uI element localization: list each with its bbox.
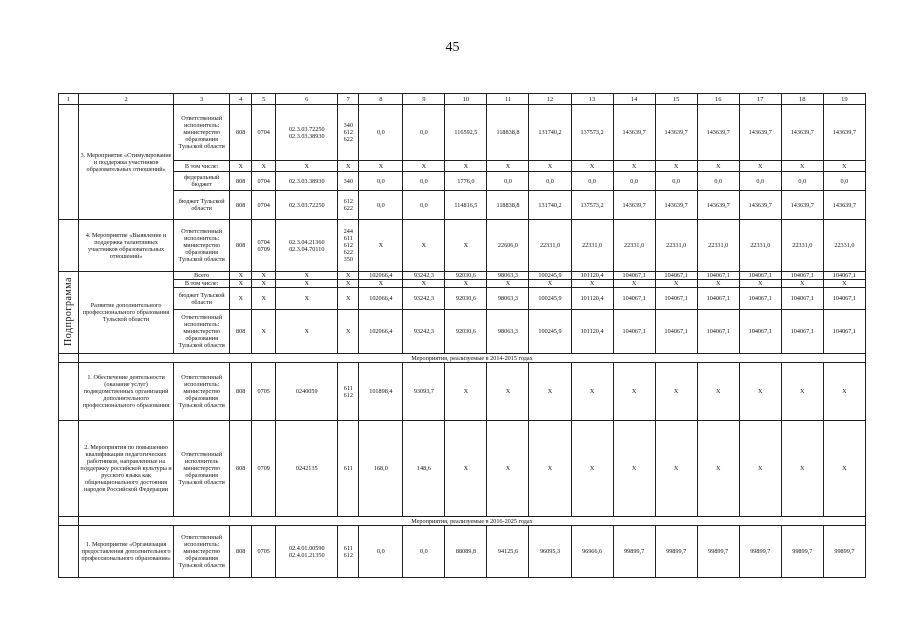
value-cell: 93093,7 xyxy=(403,363,445,421)
value-cell: 93242,3 xyxy=(403,288,445,310)
code-cell-c6 xyxy=(276,220,338,272)
column-header: 2 xyxy=(79,94,174,105)
x-cell: X xyxy=(230,280,252,288)
row-label: Ответственный исполнитель: министерство образования Тульской области xyxy=(174,363,230,421)
code-cell-c7-line: 622 xyxy=(343,205,353,212)
code-cell-c6: X xyxy=(276,288,338,310)
value-cell: 98063,3 xyxy=(487,310,529,354)
value-cell: X xyxy=(403,220,445,272)
empty-cell xyxy=(59,421,79,517)
value-cell: 92030,6 xyxy=(445,310,487,354)
empty-cell xyxy=(59,526,79,578)
value-cell: 118838,8 xyxy=(487,191,529,220)
value-cell: 104067,1 xyxy=(655,272,697,280)
code-cell-c7-line: 612 xyxy=(343,129,353,136)
x-cell: X xyxy=(276,161,338,172)
measure-title: 1. Обеспечение деятельности (оказание услуг) подведомственных организаций дополнительного профессионального образования xyxy=(79,363,174,421)
code-cell-c6: 0240059 xyxy=(276,363,338,421)
subprogram-label-cell xyxy=(59,272,79,354)
empty-cell xyxy=(59,220,79,272)
x-cell: X xyxy=(529,161,571,172)
empty-cell xyxy=(59,354,79,363)
code-cell-c6-line: 02.3.03.72250 xyxy=(288,125,325,133)
code-cell-c6: X xyxy=(276,272,338,280)
section-title: Мероприятия, реализуемые в 2016-2025 годах xyxy=(79,517,866,526)
code-cell-c4: 808 xyxy=(230,191,252,220)
value-cell: 0,0 xyxy=(359,526,403,578)
table-row xyxy=(59,105,866,161)
code-cell-c6 xyxy=(276,105,338,161)
code-cell-c7: 340 xyxy=(338,172,359,191)
x-cell: X xyxy=(403,280,445,288)
value-cell: 100245,9 xyxy=(529,310,571,354)
value-cell: 104067,1 xyxy=(697,310,739,354)
value-cell: 143639,7 xyxy=(739,191,781,220)
x-cell: X xyxy=(359,161,403,172)
value-cell: 0,0 xyxy=(359,172,403,191)
code-cell-c7-line: 612 xyxy=(343,198,353,205)
value-cell: 104067,1 xyxy=(781,288,823,310)
value-cell: 104067,1 xyxy=(739,272,781,280)
value-cell: 0,0 xyxy=(823,172,865,191)
column-header: 1 xyxy=(59,94,79,105)
value-cell: 0,0 xyxy=(697,172,739,191)
subprogram-title: Развитие дополнительного профессионального образования Тульской области xyxy=(79,272,174,354)
value-cell: 168,0 xyxy=(359,421,403,517)
value-cell: 101120,4 xyxy=(571,288,613,310)
value-cell: 131740,2 xyxy=(529,191,571,220)
code-cell-c7 xyxy=(338,105,359,161)
value-cell: 100245,9 xyxy=(529,288,571,310)
x-cell: X xyxy=(739,161,781,172)
column-header: 3 xyxy=(174,94,230,105)
value-cell: 143639,7 xyxy=(613,105,655,161)
value-cell: X xyxy=(739,363,781,421)
value-cell: 104067,1 xyxy=(613,310,655,354)
code-cell-c6-line: 02.3.04.70110 xyxy=(289,245,325,253)
code-cell-c6-line: 02.3.03.38930 xyxy=(288,132,325,140)
column-header: 15 xyxy=(655,94,697,105)
value-cell: 104067,1 xyxy=(781,310,823,354)
column-header: 10 xyxy=(445,94,487,105)
value-cell: 118838,8 xyxy=(487,105,529,161)
code-cell-c5: X xyxy=(252,272,276,280)
code-cell-c6: 02.3.03.38930 xyxy=(276,172,338,191)
value-cell: 104067,1 xyxy=(739,288,781,310)
value-cell: 143639,7 xyxy=(781,191,823,220)
value-cell: 143639,7 xyxy=(697,105,739,161)
value-cell: 143639,7 xyxy=(697,191,739,220)
table-row xyxy=(59,288,866,310)
value-cell: 148,6 xyxy=(403,421,445,517)
code-cell-c4: 808 xyxy=(230,172,252,191)
empty-cell xyxy=(59,517,79,526)
value-cell: X xyxy=(487,421,529,517)
x-cell: X xyxy=(697,280,739,288)
row-label: Ответственный исполнитель: министерство образования Тульской области xyxy=(174,526,230,578)
value-cell: 22331,0 xyxy=(739,220,781,272)
value-cell: 137573,2 xyxy=(571,191,613,220)
code-cell-c7-line: 244 xyxy=(343,228,353,235)
code-cell-c7-line: 612 xyxy=(343,391,353,399)
measure-title: 2. Мероприятия по повышению квалификации педагогических работников, направленные на поддержку российской культуры и русского языка как общенационального достояния народов Российской Федерации xyxy=(79,421,174,517)
table-row xyxy=(59,310,866,354)
x-cell: X xyxy=(613,161,655,172)
value-cell: X xyxy=(529,363,571,421)
value-cell: 98063,3 xyxy=(487,288,529,310)
value-cell: 104067,1 xyxy=(823,310,865,354)
value-cell: 94125,6 xyxy=(487,526,529,578)
value-cell: 93242,3 xyxy=(403,272,445,280)
code-cell-c6-line: 02.4.01.21350 xyxy=(288,551,325,559)
code-cell-c4: 808 xyxy=(230,310,252,354)
subprogram-vertical-label: Подпрограмма xyxy=(63,277,74,346)
value-cell: 0,0 xyxy=(781,172,823,191)
value-cell: 22606,0 xyxy=(487,220,529,272)
value-cell: 143639,7 xyxy=(823,105,865,161)
value-cell: X xyxy=(359,220,403,272)
table-row xyxy=(59,161,866,172)
x-cell: X xyxy=(571,161,613,172)
value-cell: 99899,7 xyxy=(613,526,655,578)
table-row xyxy=(59,280,866,288)
column-header: 7 xyxy=(338,94,359,105)
column-header: 18 xyxy=(781,94,823,105)
value-cell: 0,0 xyxy=(613,172,655,191)
code-cell-c7-line: 612 xyxy=(343,242,353,249)
x-cell: X xyxy=(445,280,487,288)
value-cell: 104067,1 xyxy=(613,288,655,310)
column-header: 19 xyxy=(823,94,865,105)
code-cell-c7-line: 622 xyxy=(343,136,353,143)
header-row xyxy=(59,94,866,105)
x-cell: X xyxy=(571,280,613,288)
code-cell-c5: 0705 xyxy=(252,363,276,421)
value-cell: 143639,7 xyxy=(655,105,697,161)
value-cell: 92030,6 xyxy=(445,288,487,310)
code-cell-c7 xyxy=(338,220,359,272)
x-cell: X xyxy=(781,161,823,172)
row-label: Ответственный исполнитель: министерство образования Тульской области xyxy=(174,220,230,272)
value-cell: X xyxy=(445,363,487,421)
value-cell: 104067,1 xyxy=(697,272,739,280)
value-cell: 22331,0 xyxy=(529,220,571,272)
value-cell: X xyxy=(655,421,697,517)
value-cell: 98063,3 xyxy=(487,272,529,280)
column-header: 9 xyxy=(403,94,445,105)
value-cell: 104067,1 xyxy=(613,272,655,280)
value-cell: 104067,1 xyxy=(823,272,865,280)
code-cell-c7-line: 611 xyxy=(343,235,353,242)
column-header: 5 xyxy=(252,94,276,105)
page-number: 45 xyxy=(445,40,460,55)
value-cell: X xyxy=(445,220,487,272)
value-cell: 100245,9 xyxy=(529,272,571,280)
value-cell: 0,0 xyxy=(403,191,445,220)
value-cell: 104067,1 xyxy=(655,310,697,354)
row-label: Ответственный исполнитель министерство образования Тульской области xyxy=(174,421,230,517)
table-row xyxy=(59,172,866,191)
code-cell-c5-line: 0704 xyxy=(257,238,270,246)
table-row xyxy=(59,220,866,272)
x-cell: X xyxy=(252,280,276,288)
table-row xyxy=(59,363,866,421)
x-cell: X xyxy=(487,280,529,288)
code-cell-c6: 0242135 xyxy=(276,421,338,517)
value-cell: 93242,3 xyxy=(403,310,445,354)
code-cell-c4: 808 xyxy=(230,220,252,272)
value-cell: X xyxy=(445,421,487,517)
code-cell-c7: X xyxy=(338,310,359,354)
value-cell: 99899,7 xyxy=(697,526,739,578)
value-cell: 143639,7 xyxy=(739,105,781,161)
code-cell-c7: 611 xyxy=(338,421,359,517)
table-row xyxy=(59,421,866,517)
column-header: 17 xyxy=(739,94,781,105)
value-cell: X xyxy=(823,363,865,421)
code-cell-c5: 0705 xyxy=(252,526,276,578)
x-cell: X xyxy=(697,161,739,172)
x-cell: X xyxy=(252,161,276,172)
value-cell: 0,0 xyxy=(359,105,403,161)
value-cell: 114816,5 xyxy=(445,191,487,220)
value-cell: X xyxy=(655,363,697,421)
value-cell: 104067,1 xyxy=(697,288,739,310)
value-cell: 104067,1 xyxy=(823,288,865,310)
value-cell: 0,0 xyxy=(529,172,571,191)
x-cell: X xyxy=(276,280,338,288)
value-cell: 101898,4 xyxy=(359,363,403,421)
value-cell: 143639,7 xyxy=(613,191,655,220)
row-label: В том числе: xyxy=(174,161,230,172)
code-cell-c7: X xyxy=(338,272,359,280)
code-cell-c5: 0709 xyxy=(252,421,276,517)
value-cell: X xyxy=(571,363,613,421)
column-header: 8 xyxy=(359,94,403,105)
value-cell: 0,0 xyxy=(403,526,445,578)
column-header: 12 xyxy=(529,94,571,105)
code-cell-c7-line: 611 xyxy=(343,544,353,552)
code-cell-c5: 0704 xyxy=(252,172,276,191)
x-cell: X xyxy=(359,280,403,288)
value-cell: X xyxy=(697,421,739,517)
measure-title: 3. Мероприятие «Стимулирование и поддержка участников образовательных отношений» xyxy=(79,105,174,220)
code-cell-c5 xyxy=(252,220,276,272)
row-label: В том числе: xyxy=(174,280,230,288)
value-cell: 0,0 xyxy=(359,191,403,220)
table-row xyxy=(59,272,866,280)
value-cell: 99899,7 xyxy=(655,526,697,578)
code-cell-c4: 808 xyxy=(230,526,252,578)
code-cell-c4: X xyxy=(230,288,252,310)
value-cell: 22331,0 xyxy=(823,220,865,272)
column-header: 13 xyxy=(571,94,613,105)
code-cell-c7 xyxy=(338,363,359,421)
code-cell-c7-line: 340 xyxy=(343,122,353,129)
value-cell: 99899,7 xyxy=(739,526,781,578)
value-cell: 22331,0 xyxy=(613,220,655,272)
value-cell: X xyxy=(739,421,781,517)
column-header: 11 xyxy=(487,94,529,105)
row-label: Ответственный исполнитель: министерство образования Тульской области xyxy=(174,310,230,354)
row-label: бюджет Тульской области xyxy=(174,191,230,220)
code-cell-c7-line: 611 xyxy=(343,384,353,392)
code-cell-c5: X xyxy=(252,288,276,310)
code-cell-c7-line: 622 xyxy=(343,249,353,256)
value-cell: X xyxy=(613,363,655,421)
value-cell: 0,0 xyxy=(739,172,781,191)
value-cell: 22331,0 xyxy=(781,220,823,272)
code-cell-c7 xyxy=(338,526,359,578)
column-header: 6 xyxy=(276,94,338,105)
code-cell-c5: 0704 xyxy=(252,191,276,220)
x-cell: X xyxy=(655,161,697,172)
value-cell: 0,0 xyxy=(403,105,445,161)
measure-title: 4. Мероприятие «Выявление и поддержка талантливых участников образовательных отношений» xyxy=(79,220,174,272)
value-cell: 0,0 xyxy=(487,172,529,191)
value-cell: X xyxy=(487,363,529,421)
measure-title: 1. Мероприятие «Организация предоставления дополнительного профессионального образования» xyxy=(79,526,174,578)
value-cell: 137573,2 xyxy=(571,105,613,161)
x-cell: X xyxy=(230,161,252,172)
value-cell: 143639,7 xyxy=(823,191,865,220)
x-cell: X xyxy=(613,280,655,288)
section-row xyxy=(59,354,866,363)
code-cell-c4: X xyxy=(230,272,252,280)
code-cell-c4: 808 xyxy=(230,421,252,517)
value-cell: 116592,5 xyxy=(445,105,487,161)
value-cell: X xyxy=(571,421,613,517)
x-cell: X xyxy=(487,161,529,172)
budget-table xyxy=(58,93,866,578)
value-cell: 1776,0 xyxy=(445,172,487,191)
code-cell-c6: X xyxy=(276,310,338,354)
value-cell: 88089,8 xyxy=(445,526,487,578)
value-cell: 99899,7 xyxy=(781,526,823,578)
x-cell: X xyxy=(823,280,865,288)
value-cell: 22331,0 xyxy=(571,220,613,272)
value-cell: 96966,6 xyxy=(571,526,613,578)
value-cell: 101120,4 xyxy=(571,272,613,280)
value-cell: 101120,4 xyxy=(571,310,613,354)
code-cell-c6 xyxy=(276,526,338,578)
value-cell: 102066,4 xyxy=(359,288,403,310)
table-row xyxy=(59,526,866,578)
x-cell: X xyxy=(338,280,359,288)
value-cell: X xyxy=(697,363,739,421)
value-cell: 92030,6 xyxy=(445,272,487,280)
section-row xyxy=(59,517,866,526)
x-cell: X xyxy=(403,161,445,172)
x-cell: X xyxy=(781,280,823,288)
value-cell: 0,0 xyxy=(403,172,445,191)
value-cell: 96095,3 xyxy=(529,526,571,578)
x-cell: X xyxy=(338,161,359,172)
value-cell: 104067,1 xyxy=(655,288,697,310)
code-cell-c7 xyxy=(338,191,359,220)
section-title: Мероприятия, реализуемые в 2014-2015 годах xyxy=(79,354,866,363)
value-cell: X xyxy=(781,363,823,421)
value-cell: 104067,1 xyxy=(781,272,823,280)
value-cell: 99899,7 xyxy=(823,526,865,578)
value-cell: X xyxy=(529,421,571,517)
row-label: бюджет Тульской области xyxy=(174,288,230,310)
code-cell-c7: X xyxy=(338,288,359,310)
code-cell-c4: 808 xyxy=(230,363,252,421)
code-cell-c6-line: 02.4.01.00590 xyxy=(288,544,325,552)
x-cell: X xyxy=(655,280,697,288)
value-cell: 22331,0 xyxy=(697,220,739,272)
code-cell-c4: 808 xyxy=(230,105,252,161)
value-cell: X xyxy=(613,421,655,517)
value-cell: 143639,7 xyxy=(655,191,697,220)
code-cell-c6-line: 02.3.04.21360 xyxy=(288,238,325,246)
column-header: 14 xyxy=(613,94,655,105)
value-cell: 104067,1 xyxy=(739,310,781,354)
value-cell: 131740,2 xyxy=(529,105,571,161)
x-cell: X xyxy=(823,161,865,172)
value-cell: 102066,4 xyxy=(359,310,403,354)
row-label: федеральный бюджет xyxy=(174,172,230,191)
value-cell: 143639,7 xyxy=(781,105,823,161)
code-cell-c7-line: 350 xyxy=(343,256,353,263)
value-cell: 0,0 xyxy=(655,172,697,191)
value-cell: 22331,0 xyxy=(655,220,697,272)
x-cell: X xyxy=(445,161,487,172)
table-row xyxy=(59,191,866,220)
empty-cell xyxy=(59,363,79,421)
empty-cell xyxy=(59,105,79,220)
code-cell-c5: 0704 xyxy=(252,105,276,161)
x-cell: X xyxy=(739,280,781,288)
row-label: Ответственный исполнитель: министерство образования Тульской области xyxy=(174,105,230,161)
code-cell-c5-line: 0709 xyxy=(257,245,270,253)
column-header: 4 xyxy=(230,94,252,105)
row-label: Всего xyxy=(174,272,230,280)
code-cell-c5: X xyxy=(252,310,276,354)
value-cell: X xyxy=(781,421,823,517)
column-header: 16 xyxy=(697,94,739,105)
value-cell: X xyxy=(823,421,865,517)
code-cell-c7-line: 612 xyxy=(343,551,353,559)
code-cell-c6: 02.3.03.72250 xyxy=(276,191,338,220)
value-cell: 102066,4 xyxy=(359,272,403,280)
x-cell: X xyxy=(529,280,571,288)
value-cell: 0,0 xyxy=(571,172,613,191)
